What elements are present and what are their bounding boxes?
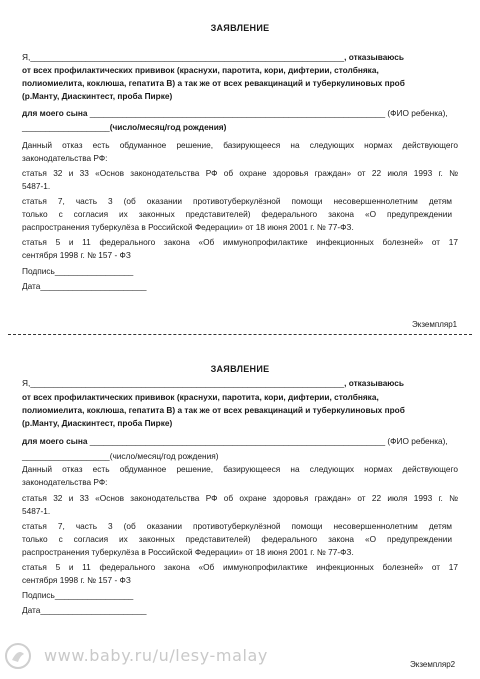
child-line	[22, 108, 448, 118]
law-article-5-11: статья 5 и 11 федерального закона «Об иммунопрофилактике инфекционных болезней» от 17	[22, 562, 458, 572]
copy-2-label: Экземпляр2	[410, 660, 456, 669]
document-title: ЗАЯВЛЕНИЕ	[210, 23, 270, 33]
refusal-text: , отказываюсь	[344, 52, 405, 62]
applicant-prefix: Я,	[22, 378, 31, 388]
child-label: для моего сына	[22, 108, 88, 118]
basis-paragraph: Данный отказ есть обдуманное решение, базирующееся на следующих нормах действующего	[22, 140, 458, 150]
basis-paragraph-end: законодательства РФ:	[22, 477, 108, 487]
signature-line	[22, 266, 133, 276]
watermark-url: www.baby.ru/u/lesy-malay	[44, 646, 269, 665]
cut-line	[8, 334, 472, 335]
law-article-5-11: статья 5 и 11 федерального закона «Об иммунопрофилактике инфекционных болезней» от 17	[22, 237, 458, 247]
child-label: для моего сына	[22, 436, 88, 446]
vaccines-line: от всех профилактических прививок (краснухи, паротита, кори, дифтерии, столбняка,	[22, 65, 379, 75]
refusal-text: , отказываюсь	[344, 378, 405, 388]
dob-blank: ___________________	[22, 122, 110, 132]
dob-blank: ___________________	[22, 451, 110, 461]
law-article-7-cont: только с согласия их законных представителей) федерального закона «О предупреждении	[22, 209, 452, 219]
date-label: Дата	[22, 281, 41, 291]
dob-line	[22, 451, 218, 461]
copy-1-label: Экземпляр1	[412, 320, 458, 329]
applicant-prefix: Я,	[22, 52, 31, 62]
law-article-32-33: статья 32 и 33 «Основ законодательства РФ об охране здоровья граждан» от 22 июля 1993 г. №	[22, 168, 458, 178]
law-article-7: статья 7, часть 3 (об оказании противотуберкулёзной помощи несовершеннолетним детям	[22, 521, 452, 531]
child-name-blank: ________________________________________________________________	[89, 108, 386, 118]
date-line	[22, 605, 147, 615]
date-label: Дата	[22, 605, 41, 615]
child-name-hint: (ФИО ребенка),	[387, 436, 448, 446]
child-name-hint: (ФИО ребенка),	[387, 108, 448, 118]
basis-paragraph: Данный отказ есть обдуманное решение, базирующееся на следующих нормах действующего	[22, 464, 458, 474]
date-blank: _______________________	[40, 605, 147, 615]
document-title: ЗАЯВЛЕНИЕ	[210, 364, 270, 374]
signature-blank: _________________	[54, 266, 134, 276]
date-line	[22, 281, 147, 291]
law-article-7-cont: только с согласия их законных представителей) федерального закона «О предупреждении	[22, 534, 452, 544]
stork-logo-icon	[4, 642, 32, 670]
law-article-7-end: распространения туберкулёза в Российской Федерации» от 18 июня 2001 г. № 77-ФЗ.	[22, 222, 354, 232]
law-article-5-11-end: сентября 1998 г. № 157 - ФЗ	[22, 575, 131, 585]
watermark	[0, 642, 320, 672]
vaccines-line-2: полиомиелита, коклюша, гепатита В) а так же от всех ревакцинаций и туберкулиновых проб	[22, 78, 405, 88]
dob-hint: (число/месяц/год рождения)	[109, 451, 219, 461]
signature-line	[22, 590, 133, 600]
tests-line: (р.Манту, Диаскинтест, проба Пирке)	[22, 91, 173, 101]
child-line	[22, 436, 448, 446]
applicant-name-blank: ____________________________________________________________________	[30, 378, 345, 388]
law-article-32-33-end: 5487-1.	[22, 181, 51, 191]
date-blank: _______________________	[40, 281, 147, 291]
applicant-line	[22, 378, 404, 388]
signature-blank: _________________	[54, 590, 134, 600]
signature-label: Подпись	[22, 266, 55, 276]
tests-line: (р.Манту, Диаскинтест, проба Пирке)	[22, 418, 173, 428]
dob-hint: (число/месяц/год рождения)	[109, 122, 227, 132]
vaccines-line: от всех профилактических прививок (краснухи, паротита, кори, дифтерии, столбняка,	[22, 392, 379, 402]
law-article-5-11-end: сентября 1998 г. № 157 - ФЗ	[22, 250, 131, 260]
dob-line	[22, 122, 226, 132]
child-name-blank: ________________________________________________________________	[89, 436, 386, 446]
signature-label: Подпись	[22, 590, 55, 600]
applicant-line	[22, 52, 404, 62]
law-article-32-33: статья 32 и 33 «Основ законодательства РФ об охране здоровья граждан» от 22 июля 1993 г. №	[22, 493, 458, 503]
law-article-7: статья 7, часть 3 (об оказании противотуберкулёзной помощи несовершеннолетним детям	[22, 196, 452, 206]
basis-paragraph-end: законодательства РФ:	[22, 153, 108, 163]
law-article-32-33-end: 5487-1.	[22, 506, 51, 516]
applicant-name-blank: ____________________________________________________________________	[30, 52, 345, 62]
law-article-7-end: распространения туберкулёза в Российской Федерации» от 18 июня 2001 г. № 77-ФЗ.	[22, 547, 354, 557]
vaccines-line-2: полиомиелита, коклюша, гепатита В) а так же от всех ревакцинаций и туберкулиновых проб	[22, 405, 405, 415]
